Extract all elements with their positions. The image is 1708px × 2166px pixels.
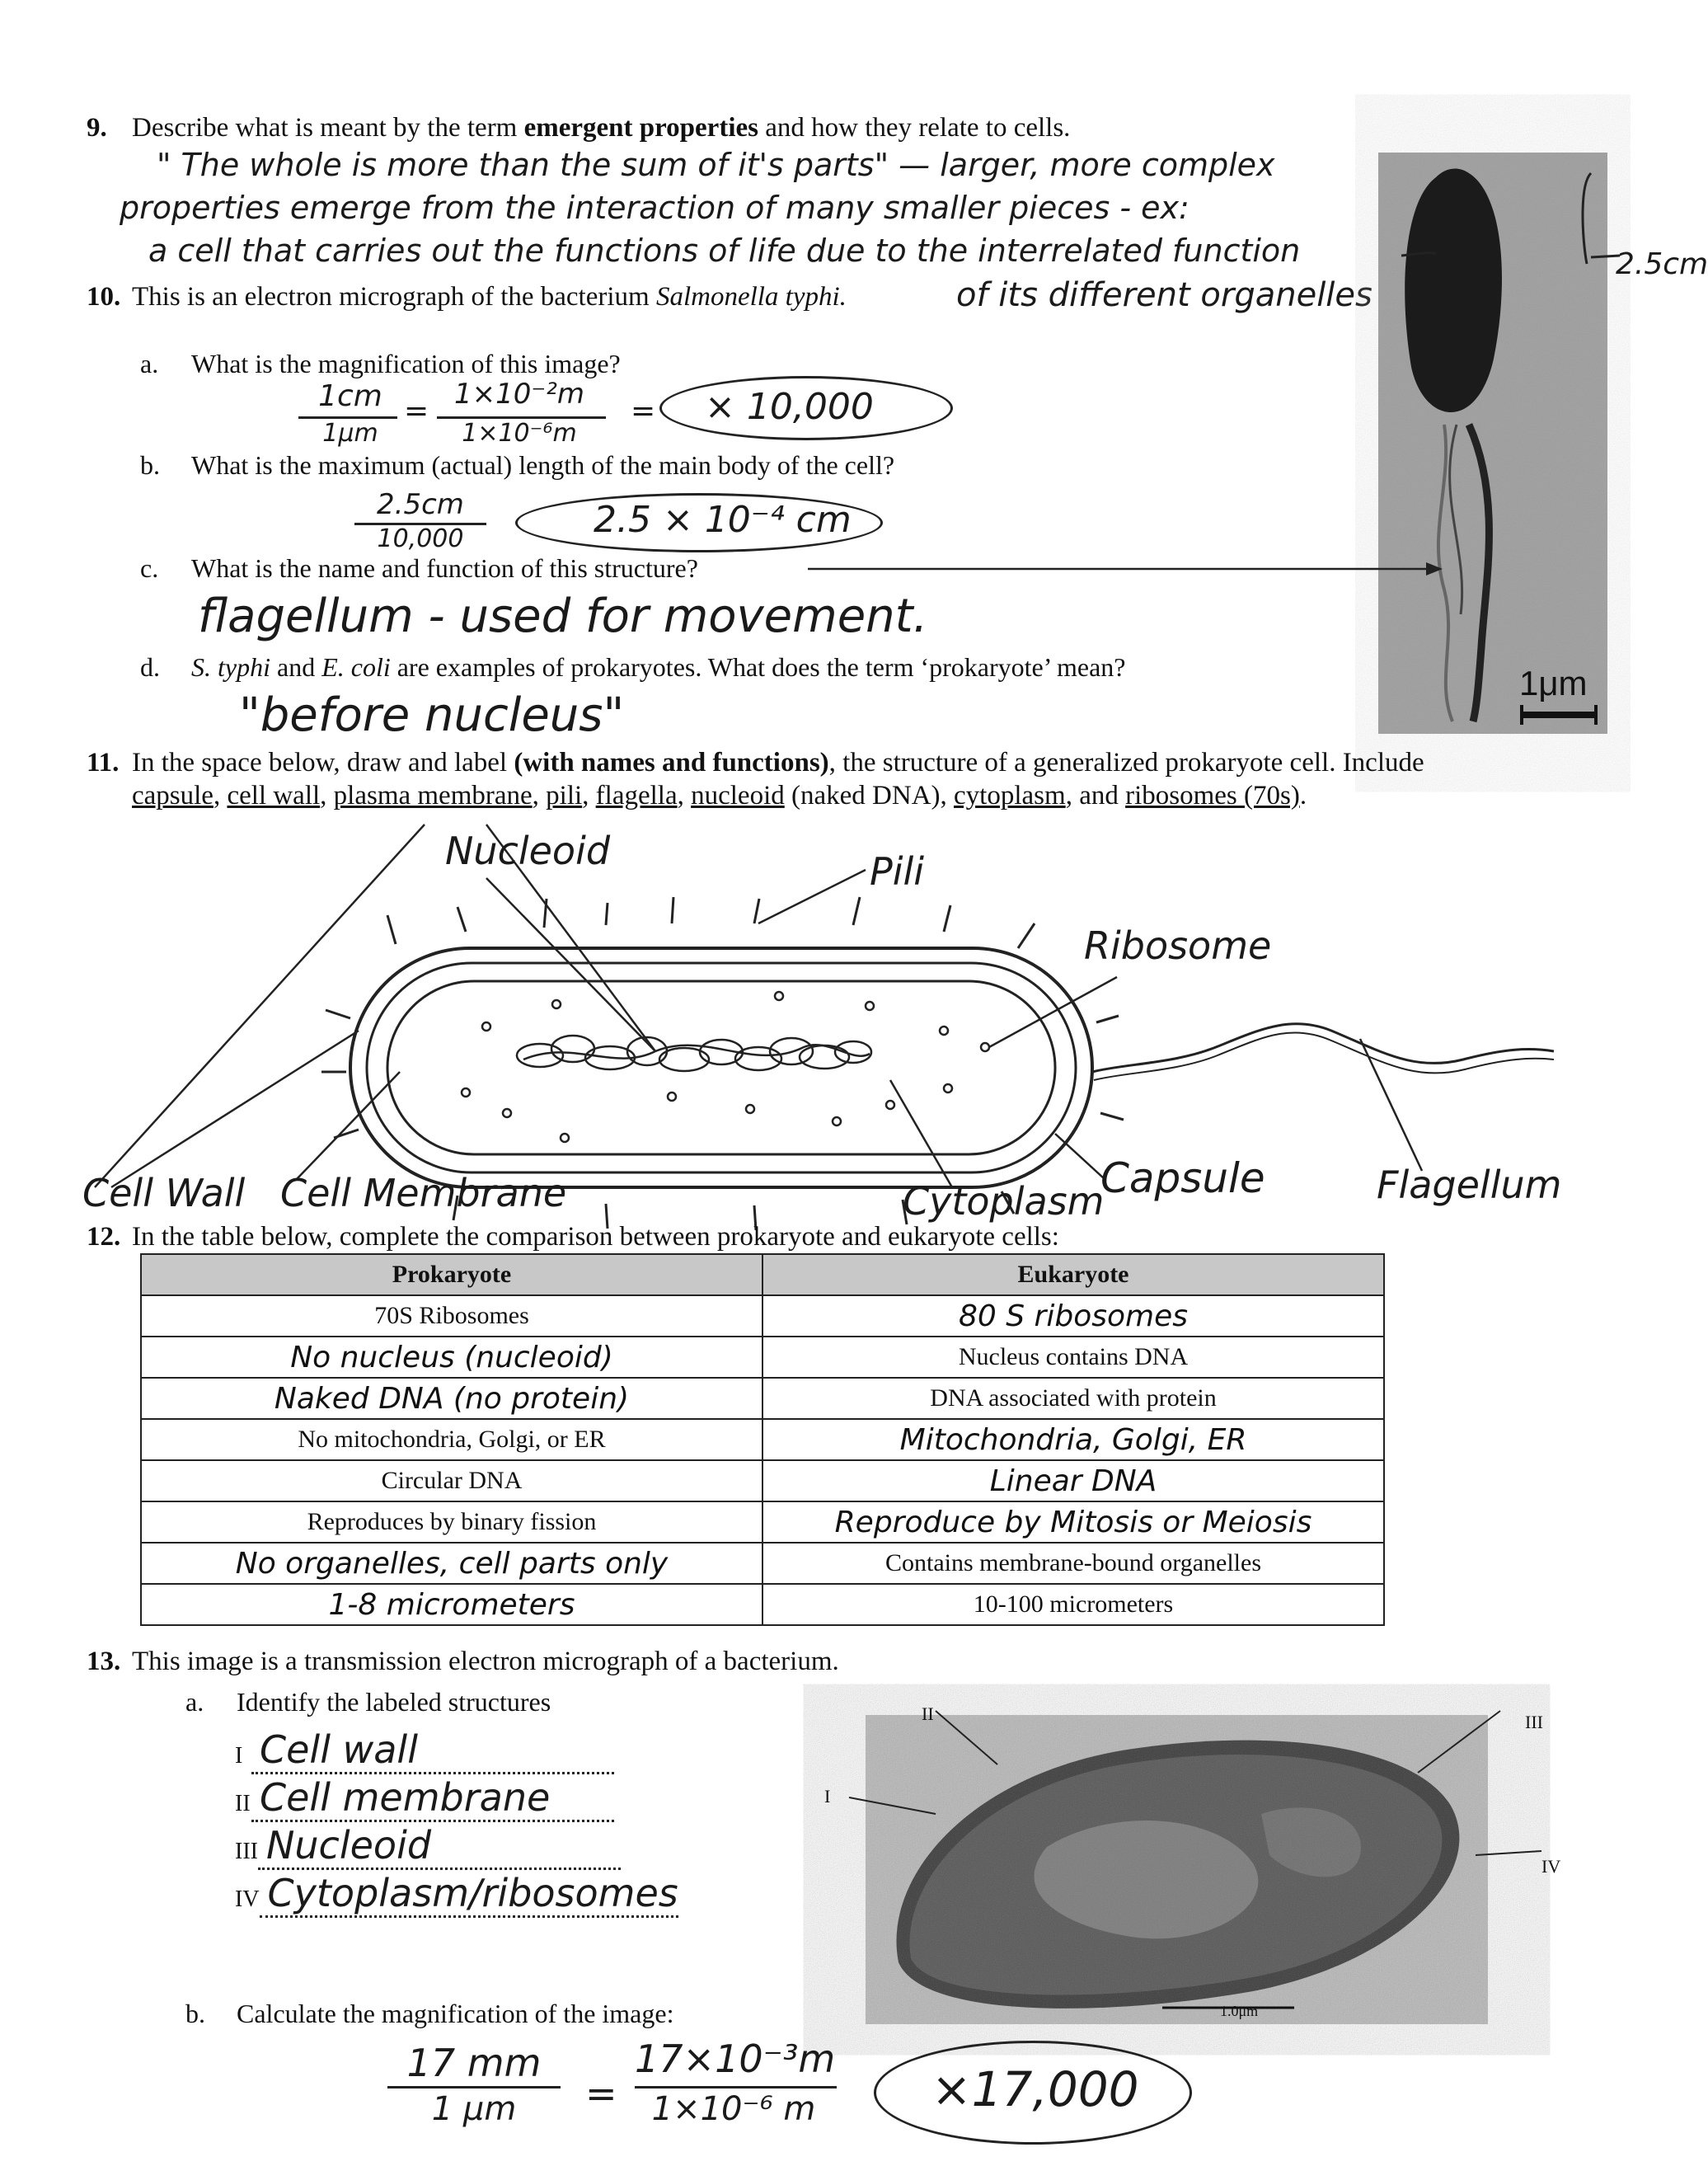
table-row <box>141 1337 1384 1378</box>
table-row <box>141 1501 1384 1543</box>
q13-number: 13. <box>87 1647 121 1676</box>
q13b-frac1-bar <box>387 2086 561 2088</box>
q10a-frac2-num: 1×10⁻²m <box>453 378 585 411</box>
label-ribosome: Ribosome <box>1084 923 1272 968</box>
q9-answer-line1: " The whole is more than the sum of it's parts" — larger, more complex <box>157 147 1275 183</box>
q10a-frac1-den: 1μm <box>322 419 378 448</box>
q10a-equals1: = <box>404 394 429 428</box>
roman-numeral: II <box>235 1791 251 1816</box>
q11-text-segment: , <box>677 781 692 810</box>
q11-text-segment: , <box>582 781 596 810</box>
q11-text-segment: (naked DNA), <box>784 781 955 810</box>
q11-text-segment: , and <box>1065 781 1126 810</box>
prokaryote-cell: 70S Ribosomes <box>141 1295 762 1337</box>
structure-answer: Cytoplasm/ribosomes <box>260 1871 678 1918</box>
label-cell-wall: Cell Wall <box>82 1171 246 1215</box>
list-item <box>235 1823 678 1871</box>
prokaryote-cell: Circular DNA <box>141 1460 762 1501</box>
tem-label-iv: IV <box>1541 1856 1561 1877</box>
q9-prompt: 9. Describe what is meant by the term emergent properties and how they relate to cells. <box>87 113 1071 143</box>
list-item <box>235 1871 678 1919</box>
q10-prompt: 10. This is an electron micrograph of the bacterium Salmonella typhi. <box>87 282 847 312</box>
q13b-answer: ×17,000 <box>931 2061 1139 2117</box>
q13b-frac1-num: 17 mm <box>406 2041 542 2085</box>
q11-text-segment: , <box>532 781 547 810</box>
list-item <box>235 1775 678 1823</box>
roman-numeral: III <box>235 1839 258 1864</box>
q10a-frac1-num: 1cm <box>318 379 382 413</box>
q13-prompt: 13. This image is a transmission electron micrograph of a bacterium. <box>87 1647 839 1676</box>
header-eukaryote: Eukaryote <box>762 1254 1384 1295</box>
q10b-answer: 2.5 × 10⁻⁴ cm <box>594 499 852 541</box>
q13b-prompt: b. Calculate the magnification of the image: <box>185 1999 674 2028</box>
q11-number: 11. <box>87 748 120 778</box>
q10b-frac-den: 10,000 <box>377 524 464 553</box>
eukaryote-cell: Reproduce by Mitosis or Meiosis <box>762 1501 1384 1543</box>
table-row <box>141 1378 1384 1419</box>
q10d-answer: "before nucleus" <box>239 688 625 742</box>
q13-answer-list <box>235 1727 678 1919</box>
structure-answer: Cell membrane <box>251 1775 614 1822</box>
label-nucleoid: Nucleoid <box>445 829 611 873</box>
q13b-frac1-den: 1 μm <box>431 2090 517 2128</box>
q11-text-segment: . <box>1299 781 1307 810</box>
q11-prompt-line2 <box>132 779 1307 812</box>
q11-required-part: flagella <box>595 781 678 810</box>
q11-prompt: 11. In the space below, draw and label (with names and functions), the structure of a generalized prokaryote cell. Include <box>87 748 1424 778</box>
label-cell-membrane: Cell Membrane <box>280 1171 567 1215</box>
q11-required-part: capsule <box>132 781 214 810</box>
salmonella-scale-label: 1μm <box>1519 664 1588 702</box>
header-prokaryote: Prokaryote <box>141 1254 762 1295</box>
q13b-frac2-num: 17×10⁻³m <box>635 2037 836 2081</box>
prokaryote-cell: 1-8 micrometers <box>141 1584 762 1625</box>
eukaryote-cell: DNA associated with protein <box>762 1378 1384 1419</box>
cell-wall-outline <box>367 963 1076 1172</box>
q10a-frac2-den: 1×10⁻⁶m <box>462 419 577 448</box>
tem-label-i: I <box>824 1786 831 1807</box>
q11-required-part: ribosomes (70s) <box>1125 781 1300 810</box>
table-row <box>141 1584 1384 1625</box>
q13b-frac2-den: 1×10⁻⁶ m <box>651 2090 816 2128</box>
table-row <box>141 1460 1384 1501</box>
q10d-prompt: d. S. typhi and E. coli are examples of prokaryotes. What does the term ‘prokaryote’ mean? <box>140 652 1126 682</box>
q10a-answer: × 10,000 <box>705 386 874 428</box>
structure-answer: Cell wall <box>251 1727 614 1774</box>
prokaryote-cell: Naked DNA (no protein) <box>141 1378 762 1419</box>
q9-number: 9. <box>87 113 107 143</box>
eukaryote-cell: 80 S ribosomes <box>762 1295 1384 1337</box>
nucleoid-dna <box>517 1036 871 1071</box>
q13b-equals1: = <box>585 2071 617 2116</box>
q11-required-part: cytoplasm <box>954 781 1066 810</box>
q10b-prompt: b. What is the maximum (actual) length of the main body of the cell? <box>140 450 895 480</box>
prokaryote-cell: Reproduces by binary fission <box>141 1501 762 1543</box>
tem-label-ii: II <box>922 1703 934 1724</box>
q13a-prompt: a. Identify the labeled structures <box>185 1687 551 1717</box>
structure-answer: Nucleoid <box>258 1823 621 1870</box>
tem-label-lines <box>824 1694 1591 1942</box>
eukaryote-cell: Contains membrane-bound organelles <box>762 1543 1384 1584</box>
prokaryote-cell: No mitochondria, Golgi, or ER <box>141 1419 762 1460</box>
roman-numeral: I <box>235 1743 243 1769</box>
table-row <box>141 1419 1384 1460</box>
q12-number: 12. <box>87 1222 121 1252</box>
salmonella-length-annotation: 2.5cm <box>1616 247 1708 281</box>
comparison-table <box>140 1253 1385 1626</box>
roman-numeral: IV <box>235 1886 260 1912</box>
q9-answer-line3: a cell that carries out the functions of life due to the interrelated function <box>148 233 1301 269</box>
q11-required-part: nucleoid <box>691 781 785 810</box>
q11-required-part: plasma membrane <box>333 781 533 810</box>
q9-answer-line4: of its different organelles <box>956 276 1372 314</box>
q9-answer-line2: properties emerge from the interaction of many smaller pieces - ex: <box>120 190 1190 226</box>
prokaryote-cell: No nucleus (nucleoid) <box>141 1337 762 1378</box>
prokaryote-cell: No organelles, cell parts only <box>141 1543 762 1584</box>
label-flagellum: Flagellum <box>1377 1163 1562 1207</box>
q10c-prompt: c. What is the name and function of this structure? <box>140 553 698 583</box>
flagellum-line-2 <box>1094 1032 1554 1080</box>
eukaryote-cell: Nucleus contains DNA <box>762 1337 1384 1378</box>
q11-required-part: cell wall <box>227 781 321 810</box>
q10c-pointer-arrow <box>804 557 1447 581</box>
table-row <box>141 1295 1384 1337</box>
leader-lines <box>95 825 1422 1187</box>
q11-required-part: pili <box>546 781 583 810</box>
label-capsule: Capsule <box>1100 1154 1265 1202</box>
q10a-equals2: = <box>631 394 656 428</box>
eukaryote-cell: Linear DNA <box>762 1460 1384 1501</box>
q10-number: 10. <box>87 282 121 312</box>
eukaryote-cell: Mitochondria, Golgi, ER <box>762 1419 1384 1460</box>
label-cytoplasm: Cytoplasm <box>903 1179 1105 1224</box>
label-pili: Pili <box>870 849 925 894</box>
cell-membrane-outline <box>387 981 1055 1154</box>
tem-scale-label: 1.0μm <box>1220 2003 1259 2019</box>
capsule-outline <box>350 948 1092 1187</box>
q10c-answer: flagellum - used for movement. <box>198 590 928 643</box>
table-row <box>141 1543 1384 1584</box>
q13b-frac2-bar <box>635 2086 837 2088</box>
q11-text-segment: , <box>320 781 334 810</box>
eukaryote-cell: 10-100 micrometers <box>762 1584 1384 1625</box>
q11-text-segment: , <box>213 781 228 810</box>
q12-prompt: 12. In the table below, complete the comparison between prokaryote and eukaryote cells: <box>87 1222 1059 1252</box>
q10b-frac-num: 2.5cm <box>377 488 464 521</box>
comparison-table-header <box>141 1254 1384 1295</box>
list-item <box>235 1727 678 1775</box>
q10a-prompt: a. What is the magnification of this image? <box>140 349 621 378</box>
tem-label-iii: III <box>1525 1712 1543 1732</box>
